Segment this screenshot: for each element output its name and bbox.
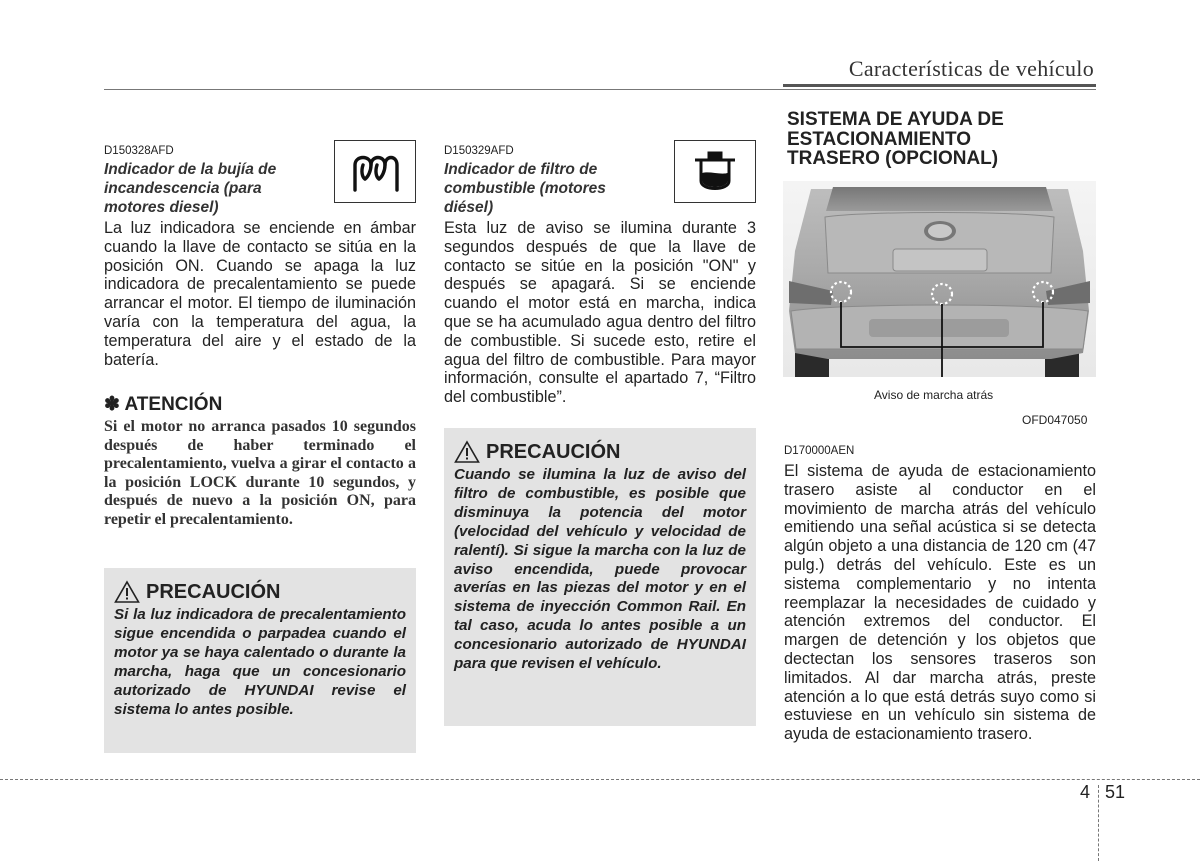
fuel-filter-icon [674,140,756,203]
section-title: Indicador de filtro de combustible (motores diésel) [444,161,606,216]
figure-code: OFD047050 [1022,413,1088,427]
glow-plug-icon [334,140,416,203]
section-heading: SISTEMA DE AYUDA DE ESTACIONAMIENTO TRASERO (OPCIONAL) [787,109,1004,169]
chapter-number: 4 [1080,782,1091,802]
figure-label: Aviso de marcha atrás [874,388,994,402]
caution-heading: PRECAUCIÓN [114,580,406,604]
attention-heading: ✽ ATENCIÓN [104,394,223,415]
caution-heading: PRECAUCIÓN [454,440,746,464]
page-header-title: Características de vehículo [848,56,1094,81]
warning-triangle-icon [454,440,480,464]
page-number: 51 [1105,782,1126,802]
header-rule [783,84,1096,87]
caution-text: Cuando se ilumina la luz de aviso del filtro de combustible, es posible que disminuya la potencia del motor (velocidad del vehículo y velocidad de ralentí). Si sigue la marcha con la luz de aviso encendida, puede provocar averías en las piezas del motor y en el sistema de inyección Common Rail. En tal caso, acuda lo antes posible a un concesionario autorizado de HYUNDAI para que revisen el vehículo. [454,466,746,673]
attention-text: Si el motor no arranca pasados 10 segundos después de haber terminado el precalentamiento, vuelva a girar el contacto a la posición LOCK durante 10 segundos, y después de nuevo a la posición ON, para repetir el precalentamiento. [104,418,416,528]
page-number-separator [1098,785,1099,861]
header-divider [104,89,1096,90]
section-body: La luz indicadora se enciende en ámbar cuando la llave de contacto se sitúa en la posición ON. Cuando se apaga la luz indicadora de precalentamiento se puede arrancar el motor. El tiempo de iluminación varía con la temperatura del agua, la temperatura del aire y el estado de la batería. [104,219,416,369]
caution-box [104,568,416,753]
section-code: D170000AEN [784,445,855,457]
section-body: El sistema de ayuda de estacionamiento trasero asiste al conductor en el movimiento de marcha atrás del vehículo emitiendo una señal acústica si se detecta algún objeto a una distancia de 120 cm (47 pulg.) detrás del vehículo. Este es un sistema complementario y no intenta reemplazar la necesidades de cuidado y atención extremos del conductor. El margen de detención y los objetos que dectectan los sensores traseros son limitados. Al dar marcha atrás, preste atención a lo que está detrás suyo como si estuviese en un vehículo sin sistema de ayuda de estacionamiento trasero. [784,462,1096,744]
caution-box [444,428,756,726]
section-code: D150328AFD [104,145,174,157]
warning-triangle-icon [114,580,140,604]
caution-text: Si la luz indicadora de precalentamiento sigue encendida o parpadea cuando el motor ya se haya calentado o durante la marcha, haga que un concesionario autorizado de HYUNDAI revise el sistema lo antes posible. [114,606,406,718]
rear-car-illustration [783,181,1096,409]
section-title: Indicador de la bujía de incandescencia (para motores diesel) [104,161,277,216]
footer-divider [0,779,1200,780]
section-code: D150329AFD [444,145,514,157]
asterisk-icon: ✽ [104,394,120,415]
section-body: Esta luz de aviso se ilumina durante 3 segundos después de que la llave de contacto se sitúe en la posición "ON" y después se apagará. Si se enciende cuando el motor está en marcha, indica que se ha acumulado agua dentro del filtro de combustible. Si sucede esto, retire el agua del filtro de combustible. Para mayor información, consulte el apartado 7, “Filtro del combustible”. [444,219,756,407]
